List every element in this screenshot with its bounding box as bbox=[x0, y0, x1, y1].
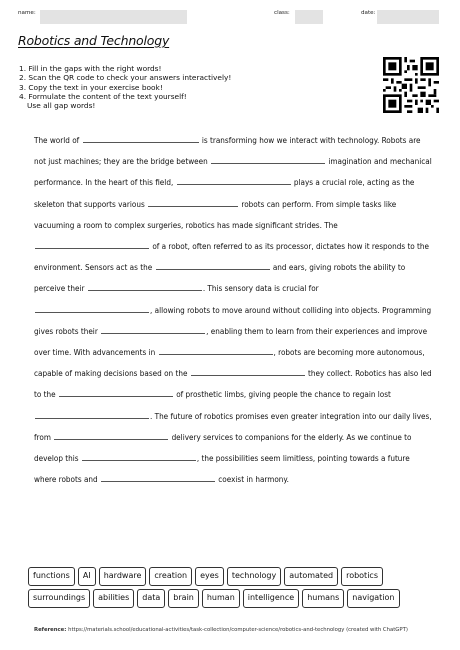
word-chip[interactable]: abilities bbox=[93, 589, 134, 608]
date-label: date: bbox=[361, 10, 376, 16]
word-chip[interactable]: surroundings bbox=[28, 589, 90, 608]
reference-note bbox=[34, 627, 408, 633]
instruction-item: 1. Fill in the gaps with the right words! bbox=[19, 64, 162, 73]
name-label: name: bbox=[18, 10, 36, 16]
reference-link[interactable]: https://materials.school/educational-activities/task-collection/computer-science/robotics-and-technology (created with ChatGPT) bbox=[68, 627, 408, 633]
gap-input[interactable] bbox=[101, 473, 215, 482]
word-bank bbox=[28, 567, 440, 608]
gap-input[interactable] bbox=[35, 240, 149, 249]
text-segment: of prosthetic limbs, giving people the chance to regain lost bbox=[176, 389, 391, 400]
word-chip[interactable]: robotics bbox=[341, 567, 383, 586]
word-chip[interactable]: functions bbox=[28, 567, 75, 586]
gap-input[interactable] bbox=[54, 431, 168, 440]
text-segment: , robots are becoming more autonomous, capable of making decisions based on the bbox=[34, 347, 425, 379]
gap-input[interactable] bbox=[82, 452, 196, 461]
word-chip[interactable]: eyes bbox=[195, 567, 224, 586]
gap-input[interactable] bbox=[156, 261, 270, 270]
instruction-item: 4. Formulate the content of the text yourself! bbox=[19, 91, 187, 101]
word-chip[interactable]: humans bbox=[302, 589, 344, 608]
gap-input[interactable] bbox=[191, 367, 305, 376]
word-chip[interactable]: navigation bbox=[347, 589, 399, 608]
gap-input[interactable] bbox=[159, 346, 273, 355]
word-chip[interactable]: AI bbox=[78, 567, 96, 586]
word-chip[interactable]: brain bbox=[168, 589, 199, 608]
word-chip[interactable]: human bbox=[202, 589, 240, 608]
word-chip[interactable]: automated bbox=[284, 567, 338, 586]
word-chip[interactable]: creation bbox=[149, 567, 192, 586]
name-field[interactable] bbox=[40, 10, 187, 24]
instruction-item: 3. Copy the text in your exercise book! bbox=[19, 82, 163, 92]
gap-input[interactable] bbox=[177, 176, 291, 185]
word-chip[interactable]: data bbox=[137, 589, 165, 608]
text-segment: imagination and mechanical performance. In the heart of this field, bbox=[34, 156, 432, 188]
gap-input[interactable] bbox=[35, 410, 149, 419]
text-segment: , allowing robots to move around without colliding into objects. Programming gives robots their bbox=[34, 304, 432, 336]
text-segment: . This sensory data is crucial for bbox=[202, 283, 319, 294]
page-title: Robotics and Technology bbox=[18, 33, 170, 48]
reference-label: Reference: bbox=[34, 627, 67, 633]
gap-text bbox=[34, 130, 432, 490]
text-segment: . The future of robotics promises even greater integration into our daily lives, from bbox=[34, 410, 432, 442]
gap-input[interactable] bbox=[211, 155, 325, 164]
gap-input[interactable] bbox=[59, 388, 173, 397]
instructions-list bbox=[19, 64, 339, 110]
gap-input[interactable] bbox=[148, 198, 238, 207]
text-segment: they collect. Robotics has also led to the bbox=[34, 368, 432, 400]
text-segment: coexist in harmony. bbox=[218, 474, 289, 485]
date-field[interactable] bbox=[377, 10, 439, 24]
instruction-item: Use all gap words! bbox=[27, 101, 96, 111]
gap-input[interactable] bbox=[88, 282, 202, 291]
gap-input[interactable] bbox=[35, 304, 149, 313]
qr-code-icon[interactable] bbox=[383, 57, 439, 113]
gap-input[interactable] bbox=[83, 134, 199, 143]
class-field[interactable] bbox=[295, 10, 323, 24]
gap-input[interactable] bbox=[101, 325, 205, 334]
text-segment: is transforming how we interact with technology. Robots are not just machines; they are the bridge between bbox=[34, 135, 421, 167]
word-chip[interactable]: technology bbox=[227, 567, 281, 586]
text-segment: , the possibilities seem limitless, pointing towards a future where robots and bbox=[34, 453, 410, 485]
instruction-item: 2. Scan the QR code to check your answers interactively! bbox=[19, 73, 232, 83]
word-chip[interactable]: hardware bbox=[99, 567, 147, 586]
text-segment: robots can perform. From simple tasks like vacuuming a room to complex surgeries, robotics has made significant strides. The bbox=[34, 198, 397, 230]
text-segment: The world of bbox=[34, 135, 80, 145]
text-segment: delivery services to companions for the elderly. As we continue to develop this bbox=[34, 431, 412, 464]
text-segment: , enabling them to learn from their experiences and improve over time. With advancements in bbox=[34, 325, 428, 358]
text-segment: of a robot, often referred to as its processor, dictates how it responds to the environment. Sensors act as the bbox=[34, 241, 430, 273]
text-segment: plays a crucial role, acting as the skeleton that supports various bbox=[34, 177, 415, 209]
class-label: class: bbox=[274, 10, 290, 16]
text-segment: and ears, giving robots the ability to perceive their bbox=[34, 262, 406, 294]
word-chip[interactable]: intelligence bbox=[243, 589, 299, 608]
